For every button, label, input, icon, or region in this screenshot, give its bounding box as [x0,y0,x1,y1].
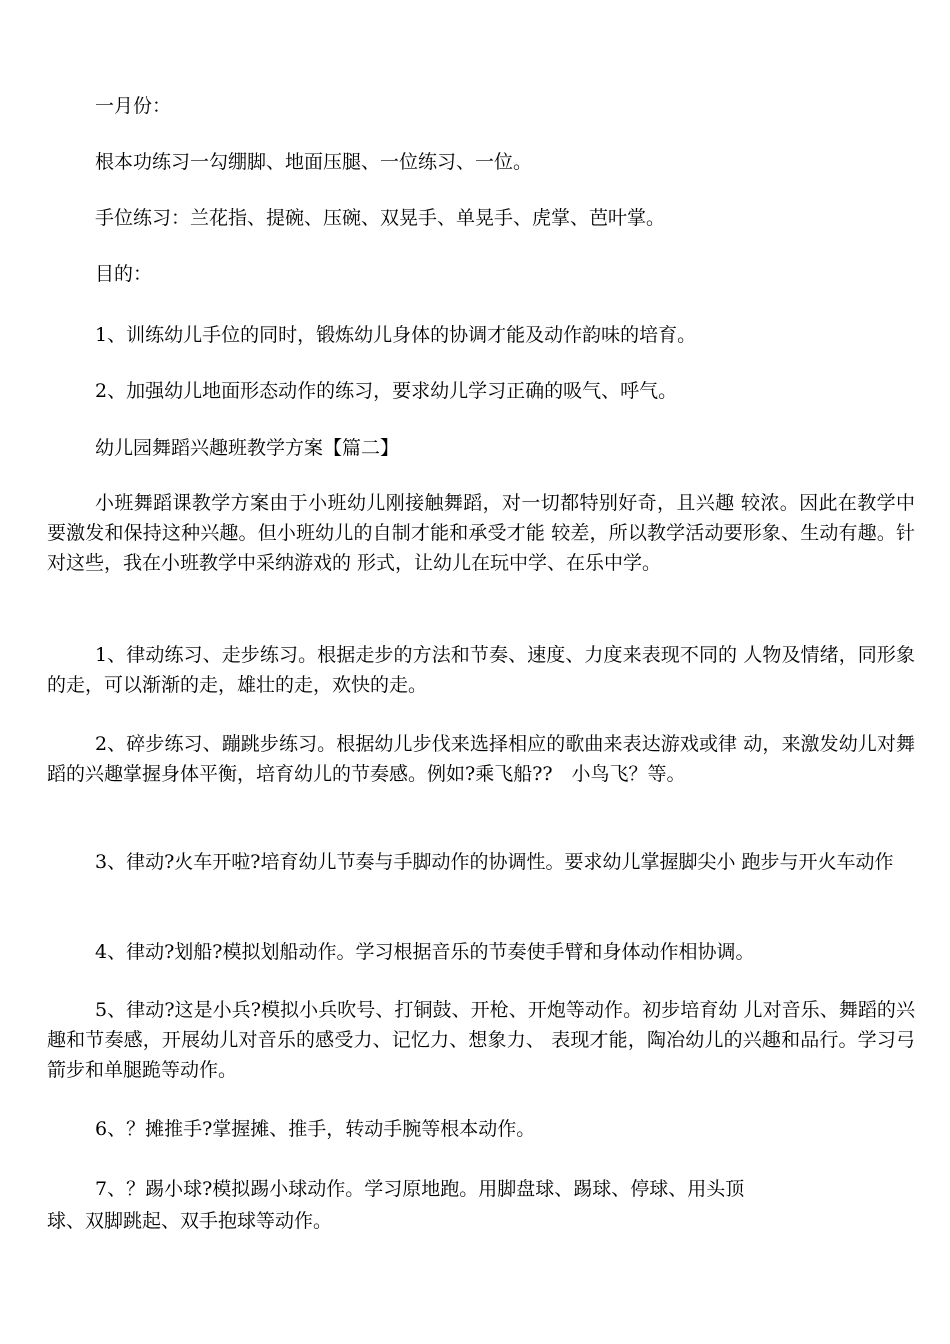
item-7-line-1: 7、？踢小球?模拟踢小球动作。学习原地跑。用脚盘球、踢球、停球、用头顶 [95,1178,745,1200]
item-6-line: 6、？摊推手?掌握摊、推手，转动手腕等根本动作。 [95,1118,536,1140]
item-4-paragraph: 4、律动?划船?模拟划船动作。学习根据音乐的节奏使手臂和身体动作相协调。 [95,941,755,963]
item-2-paragraph: 2、碎步练习、蹦跳步练习。根据幼儿步伐来选择相应的歌曲来表达游戏或律 动，来激发幼儿对舞蹈的兴趣掌握身体平衡，培育幼儿的节奏感。例如?乘飞船?? 小鸟飞？等。 [47,733,915,785]
item-3-paragraph: 3、律动?火车开啦?培育幼儿节奏与手脚动作的协调性。要求幼儿掌握脚尖小 跑步与开火车动作 [95,851,894,873]
intro-paragraph: 小班舞蹈课教学方案由于小班幼儿刚接触舞蹈，对一切都特别好奇，且兴趣 较浓。因此在教学中要激发和保持这种兴趣。但小班幼儿的自制才能和承受才能 较差，所以教学活动要形象、生动有趣。针对这些，我在小班教学中采纳游戏的 形式，让幼儿在玩中学、在乐中学。 [47,492,915,574]
item-7-line-2: 球、双脚跳起、双手抱球等动作。 [47,1210,333,1232]
heading-january: 一月份： [95,95,172,117]
hand-positions-line: 手位练习：兰花指、提碗、压碗、双晃手、单晃手、虎掌、芭叶掌。 [95,207,666,229]
item-5-paragraph: 5、律动?这是小兵?模拟小兵吹号、打铜鼓、开枪、开炮等动作。初步培育幼 儿对音乐、舞蹈的兴趣和节奏感，开展幼儿对音乐的感受力、记忆力、想象力、 表现才能，陶冶幼儿的兴趣和品行。学习弓箭步和单腿跪等动作。 [47,999,915,1081]
basic-skills-line: 根本功练习一勾绷脚、地面压腿、一位练习、一位。 [95,151,533,173]
item-1-paragraph: 1、律动练习、走步练习。根据走步的方法和节奏、速度、力度来表现不同的 人物及情绪，同形象的走，可以渐渐的走，雄壮的走，欢快的走。 [47,644,915,696]
purpose-heading: 目的： [95,263,153,285]
purpose-item-2: 2、加强幼儿地面形态动作的练习，要求幼儿学习正确的吸气、呼气。 [95,380,678,402]
section-title: 幼儿园舞蹈兴趣班教学方案【篇二】 [95,437,400,459]
purpose-item-1: 1、训练幼儿手位的同时，锻炼幼儿身体的协调才能及动作韵味的培育。 [95,324,697,346]
